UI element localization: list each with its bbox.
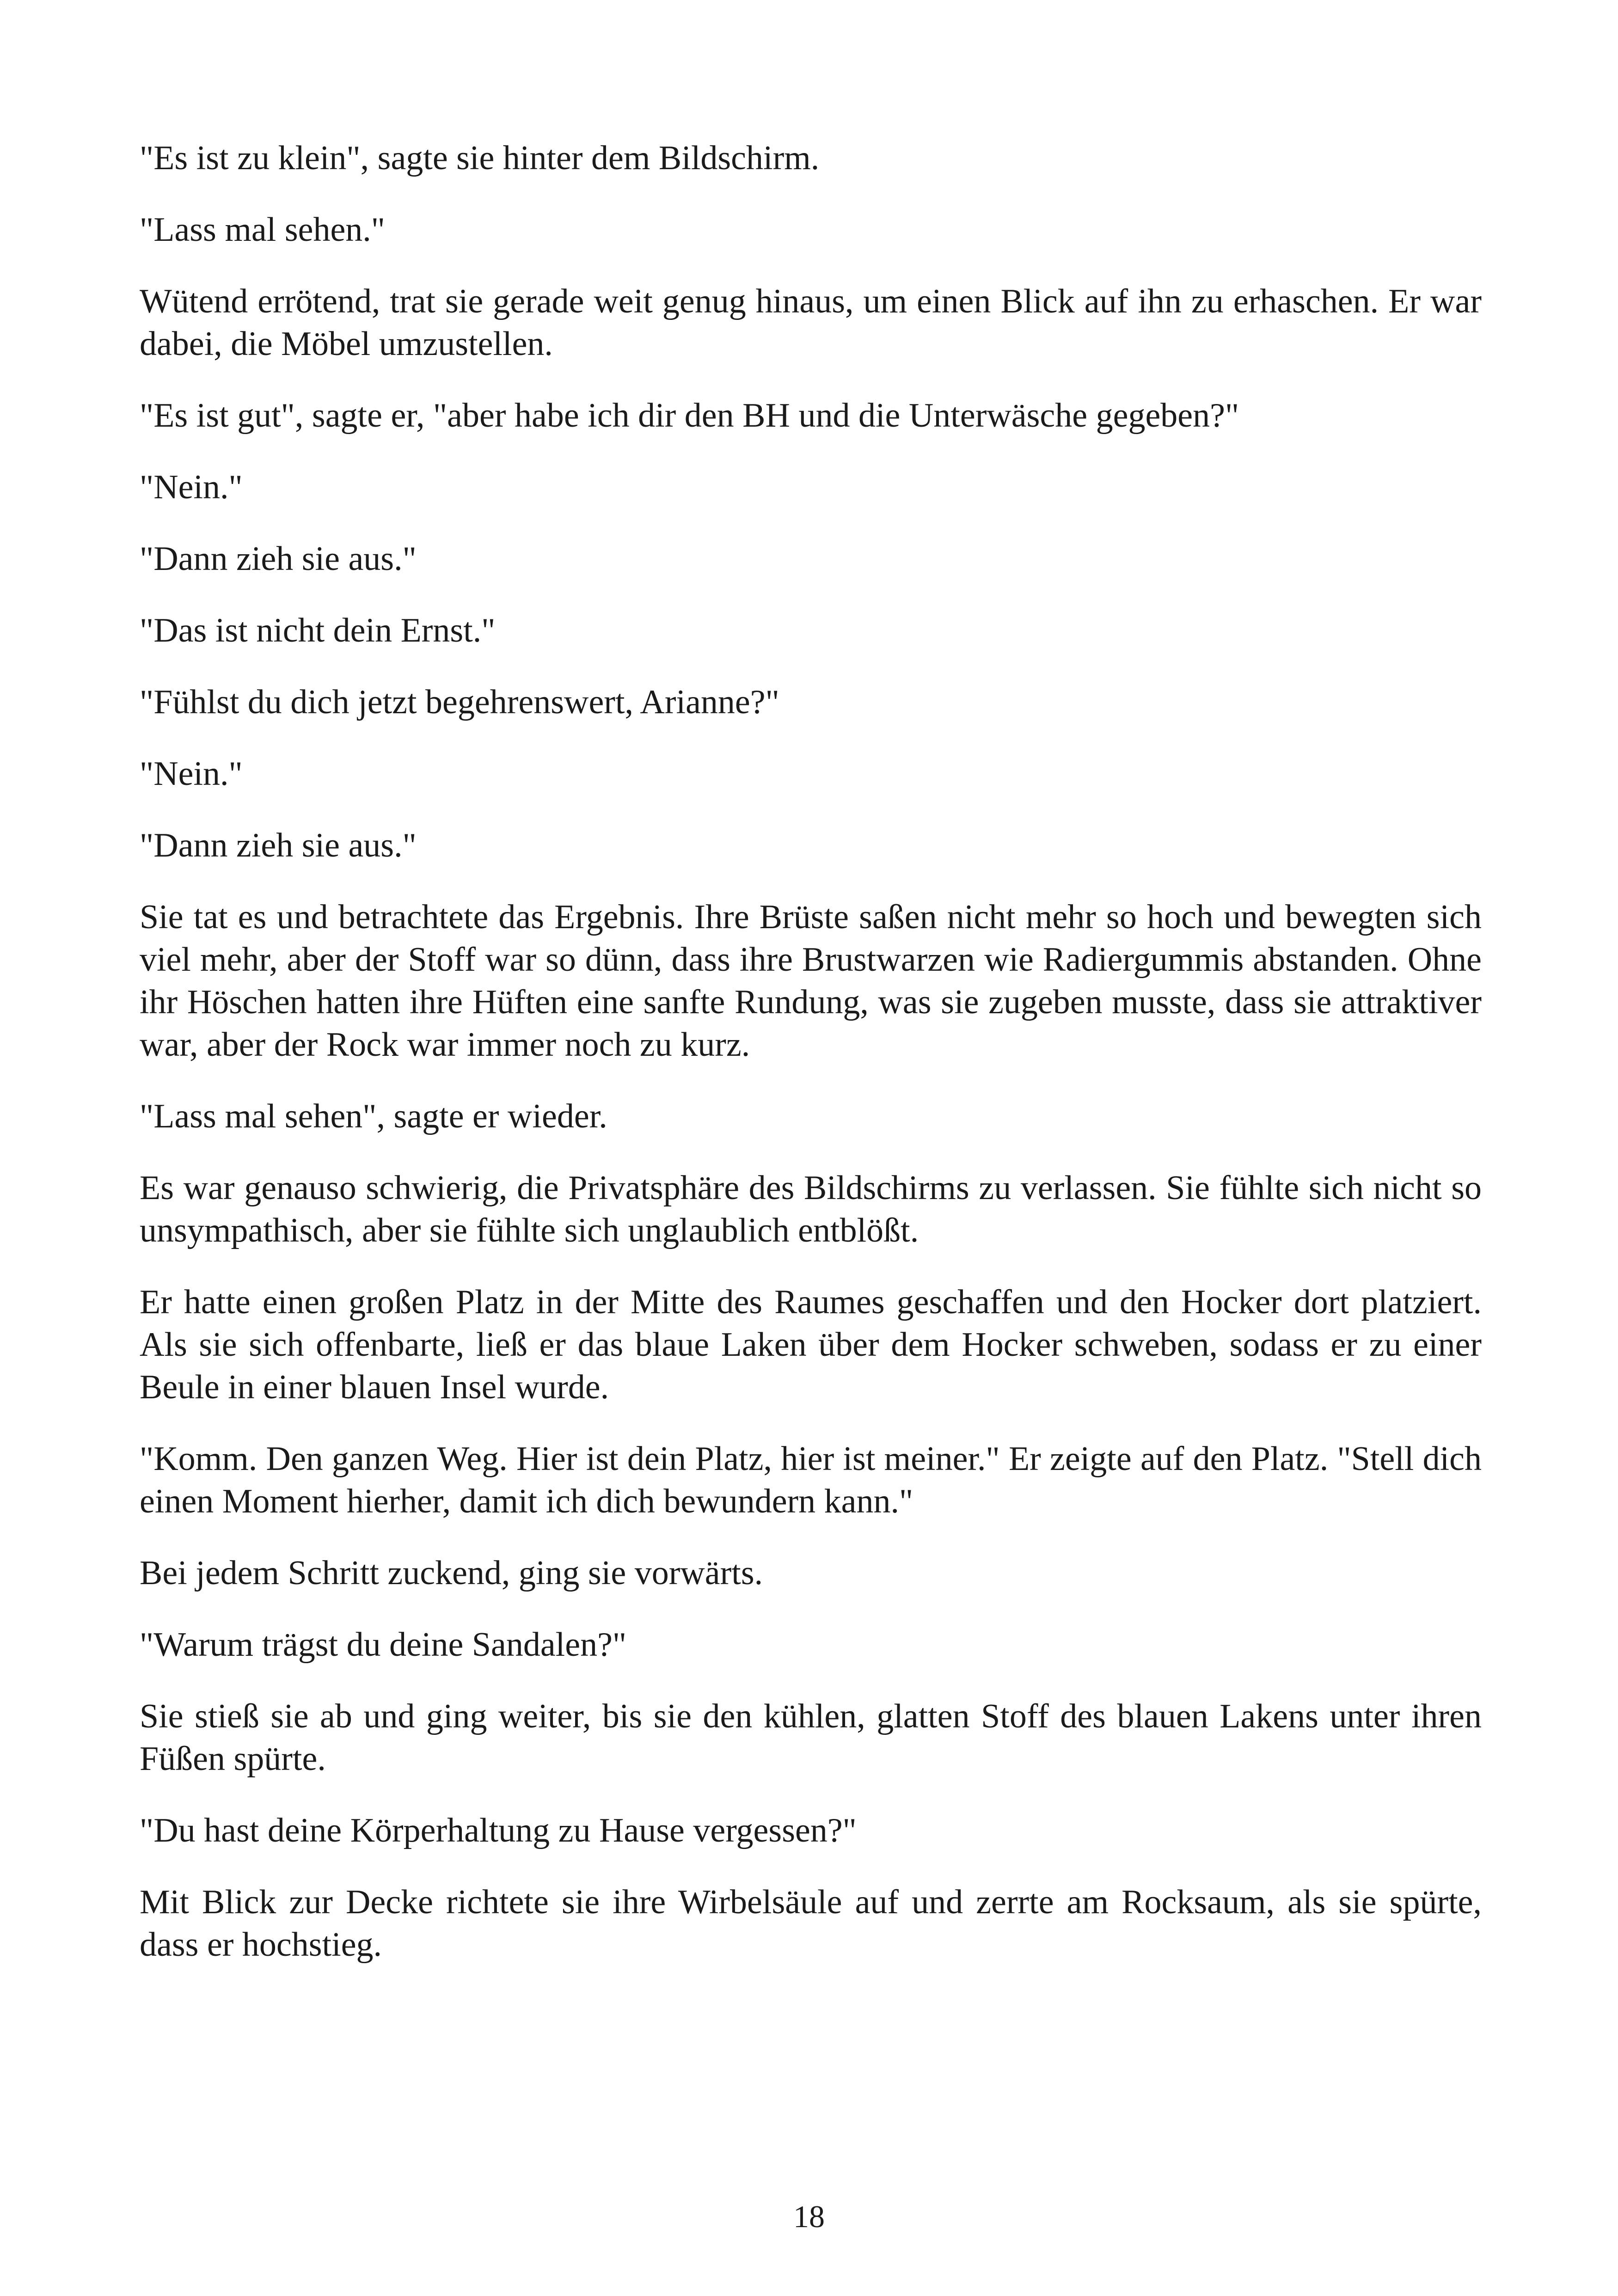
- paragraph: Bei jedem Schritt zuckend, ging sie vorwärts.: [140, 1554, 763, 1592]
- paragraph: Mit Blick zur Decke richtete sie ihre Wirbelsäule auf und zerrte am Rocksaum, als sie spürte, dass er hochstieg.: [140, 1883, 1482, 1964]
- paragraph: "Lass mal sehen.": [140, 211, 386, 249]
- paragraph: Sie stieß sie ab und ging weiter, bis sie den kühlen, glatten Stoff des blauen Lakens unter ihren Füßen spürte.: [140, 1697, 1482, 1778]
- page-body: [140, 137, 1482, 1995]
- paragraph: "Das ist nicht dein Ernst.": [140, 612, 496, 649]
- paragraph: "Es ist gut", sagte er, "aber habe ich dir den BH und die Unterwäsche gegeben?": [140, 397, 1239, 435]
- paragraph: "Warum trägst du deine Sandalen?": [140, 1626, 627, 1664]
- paragraph: Es war genauso schwierig, die Privatsphäre des Bildschirms zu verlassen. Sie fühlte sich nicht so unsympathisch, aber sie fühlte sich unglaublich entblößt.: [140, 1169, 1482, 1249]
- paragraph: "Es ist zu klein", sagte sie hinter dem Bildschirm.: [140, 139, 820, 177]
- paragraph: "Nein.": [140, 755, 243, 793]
- paragraph: "Dann zieh sie aus.": [140, 827, 417, 864]
- paragraph: Wütend errötend, trat sie gerade weit genug hinaus, um einen Blick auf ihn zu erhaschen. Er war dabei, die Möbel umzustellen.: [140, 282, 1482, 363]
- page-number: 18: [793, 2199, 825, 2234]
- paragraph: Er hatte einen großen Platz in der Mitte des Raumes geschaffen und den Hocker dort platziert. Als sie sich offenbarte, ließ er das blaue Laken über dem Hocker schweben, sodass er zu einer Beule in einer blauen Insel wurde.: [140, 1283, 1482, 1406]
- paragraph: "Dann zieh sie aus.": [140, 540, 417, 578]
- paragraph: Sie tat es und betrachtete das Ergebnis. Ihre Brüste saßen nicht mehr so hoch und bewegten sich viel mehr, aber der Stoff war so dünn, dass ihre Brustwarzen wie Radiergummis abstanden. Ohne ihr Höschen hatten ihre Hüften eine sanfte Rundung, was sie zugeben musste, dass sie attraktiver war, aber der Rock war immer noch zu kurz.: [140, 898, 1482, 1064]
- paragraph: "Du hast deine Körperhaltung zu Hause vergessen?": [140, 1812, 857, 1849]
- paragraph: "Nein.": [140, 468, 243, 506]
- paragraph: "Komm. Den ganzen Weg. Hier ist dein Platz, hier ist meiner." Er zeigte auf den Platz. "Stell dich einen Moment hierher, damit ich dich bewundern kann.": [140, 1440, 1482, 1520]
- paragraph: "Fühlst du dich jetzt begehrenswert, Arianne?": [140, 683, 779, 721]
- paragraph: "Lass mal sehen", sagte er wieder.: [140, 1097, 607, 1135]
